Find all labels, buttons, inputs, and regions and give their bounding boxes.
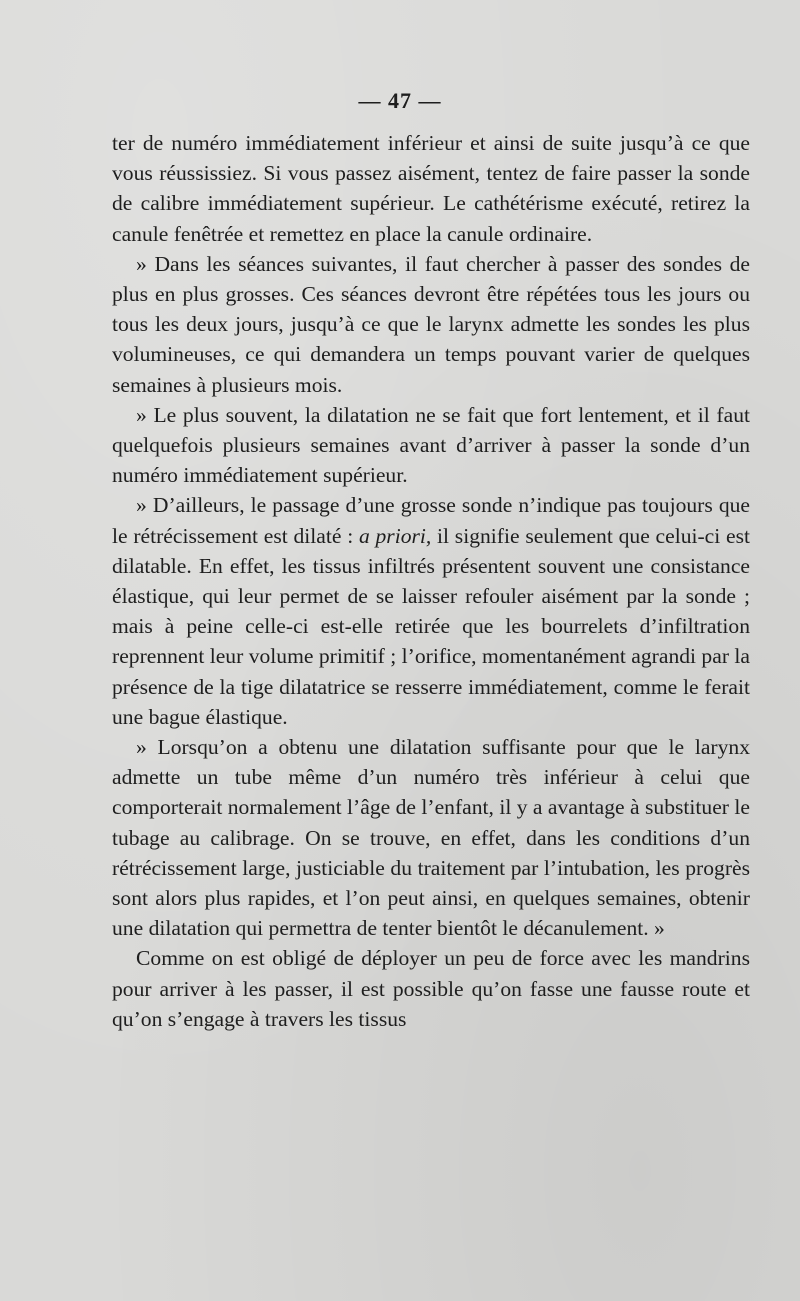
paragraph-2: » Dans les séances suivantes, il faut chercher à passer des sondes de plus en plus grosses. Ces séances devront être répétées tous les jours ou tous les deux jours, jusqu’à ce que le larynx admette les sondes les plus volumineuses, ce qui demandera un temps pouvant varier de quelques semaines à plusieurs mois.	[112, 251, 750, 397]
body-text	[112, 128, 750, 1034]
paragraph-6: Comme on est obligé de déployer un peu de force avec les mandrins pour arriver à les passer, il est possible qu’on fasse une fausse route et qu’on s’engage à travers les tissus	[112, 946, 750, 1031]
paragraph-4-italic: a priori,	[358, 523, 432, 548]
paragraph-1: ter de numéro immédiatement inférieur et ainsi de suite jusqu’à ce que vous réussissiez. Si vous passez aisément, tentez de faire passer la sonde de calibre immédiatement supérieur. Le cathétérisme exécuté, retirez la canule fenêtrée et remettez en place la canule ordinaire.	[112, 131, 750, 246]
paragraph-4-part-1: » D’ailleurs, le passage d’une grosse sonde n’indique pas toujours que le rétrécissement est dilaté :	[112, 493, 750, 548]
paragraph-4	[112, 490, 750, 732]
paragraph-4-part-2: il signifie seulement que celui-ci est dilatable. En effet, les tissus infiltrés présentent souvent une consistance élastique, qui leur permet de se laisser refouler aisément par la sonde ; mais à peine celle-ci est-elle retirée que les bourrelets d’infiltration reprennent leur volume primitif ; l’orifice, momentanément agrandi par la présence de la tige dilatatrice se resserre immédiatement, comme le ferait une bague élastique.	[112, 523, 750, 729]
paragraph-3: » Le plus souvent, la dilatation ne se fait que fort lentement, et il faut quelquefois plusieurs semaines avant d’arriver à passer la sonde d’un numéro immédiatement supérieur.	[112, 402, 750, 488]
page-number: — 47 —	[358, 88, 442, 113]
paragraph-5: » Lorsqu’on a obtenu une dilatation suffisante pour que le larynx admette un tube même d’un numéro très inférieur à celui que comporterait normalement l’âge de l’enfant, il y a avantage à substituer le tubage au calibrage. On se trouve, en effet, dans les conditions d’un rétrécissement large, justiciable du traitement par l’intubation, les progrès sont alors plus rapides, et l’on peut ainsi, en quelques semaines, obtenir une dilatation qui permettra de tenter bientôt le décanulement. »	[112, 735, 750, 941]
